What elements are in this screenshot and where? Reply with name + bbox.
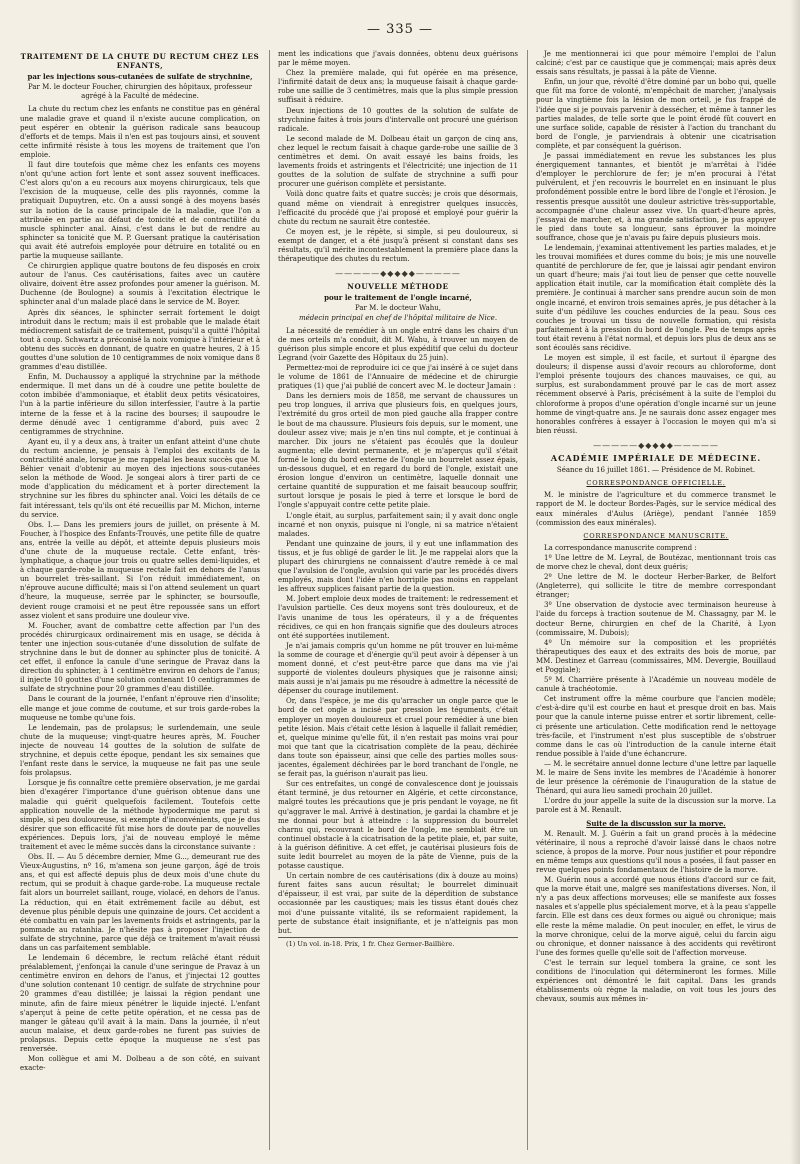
paragraph: Le lendemain, j'examinai attentivement les parties malades, et je les trouvai momifiées et dures comme du bois; je mis une nouvelle quantité de perchlorure de fer, que je laissai agir pendant environ un quart d'heure; mais j'ai tout lieu de penser que cette nouvelle application était inutile, car la momification était complète dès la première. Je continuai à marcher sans prendre aucun soin de mon ongle incarné, et environ trois semaines après, je pus détacher à la suite d'un pédiluve les couches endurcies de la peau. Sous ces couches je trouvai un tissu de nouvelle formation, qui résista parfaitement à la pression du bord de l'ongle. Peu de temps après tout était revenu à l'état normal, et depuis lors plus de deux ans se sont écoulés sans récidive. [536, 243, 776, 352]
paragraph: 2º Une lettre de M. le docteur Herber-Barker, de Belfort (Angleterre), qui sollicite le titre de membre correspondant étranger; [536, 573, 776, 600]
paragraph: Un certain nombre de ces cautérisations (dix à douze au moins) furent faites sans aucun résultat; le bourrelet diminuait d'épaisseur, il est vrai, par suite de la déperdition de substance occasionnée par les caustiques; mais les tissus étant doués chez moi d'une puissante vitalité, ils se reformaient rapidement, la perte de substance était insignifiante, et je n'atteignis pas mon but. [278, 872, 518, 935]
paragraph: Obs. II. — Au 5 décembre dernier, Mme G..., demeurant rue des Vieux-Augustins, nº 16, m'amena son jeune garçon, âgé de trois ans, et qui est affecté depuis plus de deux mois d'une chute du rectum, qui se produit à chaque garde-robe. La muqueuse rectale fait alors un bourrelet saillant, rouge, violacé, en dehors de l'anus. La réduction, qui en était extrêmement facile au début, est devenue plus pénible depuis une quinzaine de jours. Cet accident a été combattu en vain par les lavements froids et astringents, par la pommade au ratanhia. Je n'hésite pas à proposer l'injection de sulfate de strychnine, parce que déjà ce traitement m'avait réussi dans un cas parfaitement semblable. [20, 853, 260, 952]
article-subtitle: pour le traitement de l'ongle incarné, [324, 293, 472, 303]
column-1 [20, 50, 260, 1158]
paragraph: 1º Une lettre de M. Leyral, de Boutézac, mentionnant trois cas de morve chez le cheval, dont deux guéris; [536, 553, 776, 571]
paragraph: Deux injections de 10 gouttes de la solution de sulfate de strychnine faites à trois jours d'intervalle ont procuré une guérison radicale. [278, 106, 518, 133]
paragraph: M. le ministre de l'agriculture et du commerce transmet le rapport de M. le docteur Bordes-Pagès, sur le service médical des eaux minérales d'Aulus (Ariège), pendant l'année 1859 (commission des eaux minérales). [536, 491, 776, 527]
paragraph: Après dix séances, le sphincter serrait fortement le doigt introduit dans le rectum; mais il est probable que le malade était médiocrement satisfait de ce traitement, puisqu'il a quitté l'hôpital tout à coup. Schwartz a préconisé la noix vomique à l'intérieur et à obtenu des succès en donnant, de quatre en quatre heures, 2 à 15 gouttes d'une solution de 10 centigrammes de noix vomique dans 8 grammes d'eau distillée. [20, 308, 260, 372]
paragraph: Je passai immédiatement en revue les substances les plus énergiquement tannantes, et bientôt je m'arrêtai à l'idée d'employer le perchlorure de fer; je m'en procurai à l'état pulvérulent, et j'en recouvris le bourrelet en en insinuant le plus profondément possible entre le bord libre de l'ongle et l'érosion. Je ressentis presque aussitôt une douleur astrictive très-supportable, accompagnée d'une chaleur assez vive. Un quart-d'heure après, j'essayai de marcher, et, à ma grande satisfaction, je pus appuyer le pied dans toute sa longueur, sans éprouver la moindre souffrance, chose que je n'avais pu faire depuis plusieurs mois. [536, 152, 776, 242]
article-title: NOUVELLE MÉTHODE [347, 282, 449, 292]
column-3 [536, 50, 776, 1158]
paragraph: Enfin, M. Duchaussoy a appliqué la strychnine par la méthode endermique. Il met dans un dé à coudre une petite boulette de coton imbibée d'ammoniaque, et établit deux petits vésicatoires, l'un à la partie inférieure du sillon interfessier, l'autre à la partie interne de la fesse et à la racine des bourses; il saupoudre le derme dénudé avec 1 centigramme d'abord, puis avec 2 centigrammes de strychnine. [20, 373, 260, 436]
paragraph: Le second malade de M. Dolbeau était un garçon de cinq ans, chez lequel le rectum faisait à chaque garde-robe une saillie de 3 centimètres et demi. On avait essayé les bains froids, les lavements froids et astringents et l'électricité; une injection de 11 gouttes de la solution de sulfate de strychnine a suffi pour procurer une guérison complète et persistante. [278, 134, 518, 189]
article-byline: Par M. le docteur Foucher, chirurgien des hôpitaux, professeur agrégé à la Faculté de médecine. [27, 83, 252, 101]
paragraph: M. Jobert emploie deux modes de traitement: le redressement et l'avulsion partielle. Ces deux moyens sont très douloureux, et de l'avis unanime de tous les opérateurs, il y a de fréquentes récidives, ce qui en hon français signifie que des douleurs atroces ont été supportées inutilement. [278, 595, 518, 640]
paragraph: Sur ces entrefaites, un congé de convalescence dont je jouissais étant terminé, je dus retourner en Algérie, et cette circonstance, malgré toutes les précautions que je pris pendant le voyage, ne fit qu'aggraver le mal. Arrivé à destination, je gardai la chambre et je me donnai pour but à atteindre : la suppression du bourrelet charnu qui, recouvrant le bord de l'ongle, me semblait être un continuel obstacle à la cicatrisation de la petite plaie, et, par suite, à la guérison définitive. A cet effet, je cautérisai plusieurs fois de suite ledit bourrelet au moyen de la pâte de Vienne, puis de la potasse caustique. [278, 780, 518, 871]
subsection-heading: CORRESPONDANCE OFFICIELLE. [586, 479, 726, 488]
paragraph: Obs. I.— Dans les premiers jours de juillet, on présente à M. Foucher, à l'hospice des Enfants-Trouvés, une petite fille de quatre ans, entrée la veille au dépôt, et atteinte depuis plusieurs mois d'une chute de la muqueuse rectale. Cette enfant, très-lymphatique, a chaque jour trois ou quatre selles demi-liquides, et à chaque garde-robe la muqueuse rectale fait en dehors de l'anus un bourrelet très-saillant. Si l'on réduit immédiatement, on n'éprouve aucune difficulté; mais si l'on attend seulement un quart d'heure, la muqueuse, serrée par le sphincter, se boursoufle, devient rouge cramoisi et ne peut être repoussée sans un effort assez violent et sans produire une douleur vive. [20, 520, 260, 620]
paragraph: Il faut dire toutefois que même chez les enfants ces moyens n'ont qu'une action fort lente et sont assez souvent inefficaces. C'est alors qu'on a eu recours aux moyens chirurgicaux, tels que l'excision de la muqueuse, celle des plis rayonnés, comme la pratiquait Dupuytren, etc. On a aussi songé à des moyens basés sur la notion de la cause principale de la maladie, que l'on a attribuée en partie au défaut de tonicité et de contractilité du muscle sphincter anal. Ainsi, c'est dans le but de rendre au sphincter sa tonicité que M. P. Guersant pratique la cautérisation qui avait été autrefois employée pour détruire en totalité ou en partie la muqueuse saillante. [20, 161, 260, 260]
paragraph: C'est le terrain sur lequel tombera la graine, ce sont les conditions de l'inoculation qui détermineront les formes. Mille expériences ont démontré le fait capital. Dans les grands établissements où règne la maladie, on voit tous les jours des chevaux, soumis aux mêmes in- [536, 958, 776, 1004]
column-divider [269, 50, 270, 1150]
paragraph: Cet instrument offre la même courbure que l'ancien modèle; c'est-à-dire qu'il est courbe en haut et presque droit en bas. Mais pour que la canule interne puisse entrer et sortir librement, celle-ci présente une articulation. Cette modification rend le nettoyage très-facile, et l'instrument n'est plus susceptible de s'obstruer comme dans le cas où l'introduction de la canule interne était rendue possible à l'aide d'une échancrure. [536, 695, 776, 758]
paragraph: 3º Une observation de dystocie avec terminaison heureuse à l'aide du forceps à traction soutenue de M. Chassagny, par M. le docteur Berne, chirurgien en chef de la Charité, à Lyon (commissaire, M. Dubois); [536, 601, 776, 637]
footnote: (1) Un vol. in-18. Prix, 1 fr. Chez Germer-Baillière. [278, 937, 518, 949]
paragraph: La chute du rectum chez les enfants ne constitue pas en général une maladie grave et quand il n'existe aucune complication, on peut espérer en obtenir la guérison radicale sans beaucoup d'efforts et de temps. Mais il n'en est pas toujours ainsi, et souvent cette infirmité résiste à tous les moyens de traitement que l'on emploie. [20, 105, 260, 159]
paragraph: Permettez-moi de reproduire ici ce que j'ai inséré à ce sujet dans le volume de 1861 de l'Annuaire de médecine et de chirurgie pratiques (1) que j'ai publié de concert avec M. le docteur Jamain : [278, 364, 518, 391]
paragraph: Je n'ai jamais compris qu'un homme ne pût trouver en lui-même la somme de courage et d'énergie qu'il peut avoir à dépenser à un moment donné, et c'est peut-être parce que dans ma vie j'ai supporté de violentes douleurs physiques que je raisonne ainsi; mais aussi je n'ai jamais pu me résoudre à admettre la nécessité de dépenser du courage inutilement. [278, 641, 518, 696]
paragraph: Le lendemain, pas de prolapsus; le surlendemain, une seule chute de la muqueuse; vingt-quatre heures après, M. Foucher injecte de nouveau 14 gouttes de la solution de sulfate de strychnine, et depuis cette époque, pendant les six semaines que l'enfant reste dans le service, la muqueuse ne fait pas une seule fois prolapsus. [20, 723, 260, 778]
ornament-divider: —————◆◆◆◆◆————— [335, 269, 461, 279]
paragraph: Enfin, un jour que, révolté d'être dominé par un bobo qui, quelle que fût ma force de volonté, m'empêchait de marcher, j'analysais pour la vingtième fois la lésion de mon orteil, je fus frappé de l'idée que si je pouvais parvenir à dessécher, et même à tanner les parties malades, de telle sorte que le point érodé fût couvert en une surface solide, capable de résister à l'action du tranchant du bord de l'ongle, je parviendrais à obtenir une cicatrisation complète, et par conséquent la guérison. [536, 78, 776, 150]
paragraph: La nécessité de remédier à un ongle entré dans les chairs d'un de mes orteils m'a conduit, dit M. Wahu, à trouver un moyen de guérison plus simple encore et plus expéditif que celui du docteur Legrand (voir Gazette des Hôpitaux du 25 juin). [278, 326, 518, 362]
paragraph: 5º M. Charrière présente à l'Académie un nouveau modèle de canule à trachéotomie. [536, 676, 776, 694]
paragraph: L'ordre du jour appelle la suite de la discussion sur la morve. La parole est à M. Renault. [536, 797, 776, 815]
paragraph: Or, dans l'espèce, je me dis qu'arracher un ongle parce que le bord de cet ongle a incisé par pression les téguments, c'était employer un moyen douloureux et cruel pour remédier à une bien petite lésion. Mais c'était cette lésion à laquelle il fallait remédier, et, quelque minime qu'elle fût, il n'en restait pas moins vrai pour moi que tant que la cicatrisation complète de la peau, déchirée dans toute son épaisseur, ainsi que celle des parties molles sous-jacentes, également déchirées par le bord tranchant de l'ongle, ne se ferait pas, la guérison n'aurait pas lieu. [278, 697, 518, 779]
paragraph: Ce moyen est, je le répète, si simple, si peu douloureux, si exempt de danger, et a été jusqu'à présent si constant dans ses résultats, qu'il mérite incontestablement la première place dans la thérapeutique des chutes du rectum. [278, 227, 518, 264]
column-2 [278, 50, 518, 1158]
ornament-divider: —————◆◆◆◆◆————— [593, 440, 719, 450]
paragraph: Voilà donc quatre faits et quatre succès; je crois que désormais, quand même on viendrait à enregistrer quelques insuccès, l'efficacité du procédé que j'ai proposé et employé pour guérir la chute du rectum ne saurait être contestée. [278, 190, 518, 226]
paragraph: M. Foucher, avant de combattre cette affection par l'un des procédés chirurgicaux ordinairement mis en usage, se décida à tenter une injection sous-cutanée d'une dissolution de sulfate de strychnine dans le but de donner au sphincter plus de tonicité. A cet effet, il enfonce la canule d'une seringue de Pravaz dans la direction du sphincter, à 1 centimètre environ en dehors de l'anus; il injecte 10 gouttes d'une solution contenant 10 centigrammes de sulfate de strychnine pour 20 grammes d'eau distillée. [20, 621, 260, 694]
paragraph: Le moyen est simple, il est facile, et surtout il épargne des douleurs; il dispense aussi d'avoir recours au chloroforme, dont l'emploi présente toujours des chances mauvaises, ce qui, au surplus, est surabondamment prouvé par le cas de mort assez récemment observé à Paris, précisément à la suite de l'emploi du chloroforme à propos d'une opération d'ongle incarné sur un jeune homme de vingt-quatre ans. Je ne saurais donc assez engager mes honorables confrères à essayer à l'occasion le moyen qui m'a si bien réussi. [536, 354, 776, 435]
page-number: — 335 — [366, 22, 434, 37]
article-subtitle: par les injections sous-cutanées de sulfate de strychnine, [27, 72, 253, 82]
paragraph: Ayant eu, il y a deux ans, à traiter un enfant atteint d'une chute du rectum ancienne, je pensais à l'emploi des excitants de la contractilité anale, lorsque je me rappelai les beaux succès que M. Béhier venait d'obtenir au moyen des injections sous-cutanées selon la méthode de Wood. Je songeai alors à tirer parti de ce mode d'application du médicament et à porter directement la strychnine sur les fibres du sphincter anal. Voici les détails de ce fait intéressant, tels qu'ils ont été recueillis par M. Michon, interne du service. [20, 437, 260, 519]
paragraph: ment les indications que j'avais données, obtenu deux guérisons par le même moyen. [278, 50, 518, 68]
paragraph: Dans les derniers mois de 1858, me servant de chaussures un peu trop longues, il arriva que plusieurs fois, en quelques jours, l'extrémité du gros orteil de mon pied gauche alla frapper contre le bout de ma chaussure. Plusieurs fois depuis, sur le moment, une douleur assez vive; mais je n'en tins nul compte, et je continuai à marcher. Dix jours ne s'étaient pas écoulés que la douleur augmenta; elle devint permanente, et je m'aperçus qu'il s'était formé le long du bord externe de l'ongle un bourrelet assez épais, un-dessous duquel, et en regard du bord de l'ongle, existait une érosion longue d'environ un centimètre, laquelle donnait une certaine quantité de suppuration et me faisait beaucoup souffrir, surtout lorsque je posais le pied à terre et lorsque le bord de l'ongle s'appuyait contre cette petite plaie. [278, 392, 518, 510]
article-byline-affiliation: médecin principal en chef de l'hôpital militaire de Nice. [298, 313, 498, 322]
paragraph: Je me mentionnerai ici que pour mémoire l'emploi de l'alun calciné; c'est par ce caustique que je commençai; mais après deux essais sans résultats, je passai à la pâte de Vienne. [536, 50, 776, 77]
paragraph: La correspondance manuscrite comprend : [544, 543, 697, 552]
paragraph: Chez la première malade, qui fut opérée en ma présence, l'infirmité datait de deux ans; la muqueuse faisait à chaque garde-robe une saillie de 3 centimètres, mais que la plus simple pression suffisait à réduire. [278, 69, 518, 105]
subsection-heading: CORRESPONDANCE MANUSCRITE. [583, 531, 729, 540]
paragraph: Le lendemain 6 décembre, le rectum relâché étant réduit préalablement, j'enfonçai la canule d'une seringue de Pravaz à un centimètre environ en dehors de l'anus, et j'injectai 12 gouttes d'une solution contenant 10 centigr. de sulfate de strychnine pour 20 grammes d'eau distillée; je laissai la région pendant une minute, afin de faire mieux pénétrer le liquide injecté. L'enfant s'aperçut à peine de cette petite opération, et ne cessa pas de manger le gâteau qu'il avait à la main. Dans la journée, il n'eut aucun malaise, et deux garde-robes ne furent pas suivies de prolapsus. Depuis cette époque la muqueuse ne s'est pas renversée. [20, 954, 260, 1054]
article-title: TRAITEMENT DE LA CHUTE DU RECTUM CHEZ LES ENFANTS, [20, 52, 260, 71]
page-edge-shadow [790, 0, 800, 1164]
article-byline: Par M. le docteur Wahu, [354, 304, 442, 313]
paragraph: Ce chirurgien applique quatre boutons de feu disposés en croix autour de l'anus. Ces cautérisations, faites avec un cautère olivaire, doivent être assez profondes pour amener la guérison. M. Duchenne (de Boulogne) a soumis à l'excitation électrique le sphincter anal d'un malade placé dans le service de M. Boyer. [20, 262, 260, 307]
session-line: Séance du 16 juillet 1861. — Présidence de M. Robinet. [556, 466, 756, 475]
section-title: ACADÉMIE IMPÉRIALE DE MÉDECINE. [550, 453, 762, 464]
paragraph: M. Guérin nous a accordé que nous étions d'accord sur ce fait, que la morve était une, malgré ses manifestations diverses. Non, il n'y a pas deux affections morveuses; elle se manifeste aux fosses nasales et s'appelle plus spécialement morve, et à la peau s'appelle farcin. Elle est dans ces deux formes ou aiguë ou chronique; mais elle reste la même maladie. On peut inoculer, en effet, le virus de la morve chronique, celui de la morve aiguë, celui du farcin aigu ou chronique, et donner naissance à des accidents qui revêtiront l'une des formes quelle qu'elle soit de l'affection morveuse. [536, 876, 776, 957]
paragraph: Dans le courant de la journée, l'enfant n'éprouve rien d'insolite; elle mange et joue comme de coutume, et sur trois garde-robes la muqueuse ne tombe qu'une fois. [20, 695, 260, 722]
paragraph: 4º Un mémoire sur la composition et les propriétés thérapeutiques des eaux et des extraits des bois de morue, par MM. Destinez et Garreau (commissaires, MM. Devergie, Bouillaud et Poggiale); [536, 638, 776, 674]
column-divider [527, 50, 528, 1150]
paragraph: Mon collègue et ami M. Dolbeau a de son côté, en suivant exacte- [20, 1055, 260, 1073]
subsection-heading: Suite de la discussion sur la morve. [586, 818, 726, 828]
paragraph: Pendant une quinzaine de jours, il y eut une inflammation des tissus, et je fus obligé de garder le lit. Je me rappelai alors que la plupart des chirurgiens ne connaissent d'autre remède à ce mal que l'avulsion de l'ongle, avulsion qui varie par les procédés divers employés, mais dont l'idée n'en horripile pas moins en rappelant les affreux supplices faisant partie de la question. [278, 539, 518, 594]
paragraph: — M. le secrétaire annuel donne lecture d'une lettre par laquelle M. le maire de Sens invite les membres de l'Académie à honorer de leur présence la cérémonie de l'inauguration de la statue de Thénard, qui aura lieu samedi prochain 20 juillet. [536, 759, 776, 796]
paragraph: M. Renault. M. J. Guérin a fait un grand procès à la médecine vétérinaire, il nous a reproché d'avoir laissé dans le chaos notre science, à propos de la morve. Pour nous justifier et pour répondre en même temps aux questions qu'il nous a posées, il faut passer en revue quelques points fondamentaux de l'histoire de la morve. [536, 829, 776, 874]
paragraph: Lorsque je fis connaître cette première observation, je me gardai bien d'exagérer l'importance d'une guérison obtenue dans une maladie qui guérit quelquefois facilement. Toutefois cette application nouvelle de la méthode hypodermique me parut si simple, si peu douloureuse, si exempte d'inconvénients, que je dus désirer que son efficacité fût mise hors de doute par de nouvelles expériences. Depuis lors, j'ai de nouveau employé le même traitement et avec le même succès dans la circonstance suivante : [20, 779, 260, 851]
paragraph: L'ongle était, au surplus, parfaitement sain; il y avait donc ongle incarné et non onyxis, puisque ni l'ongle, ni sa matrice n'étaient malades. [278, 511, 518, 538]
